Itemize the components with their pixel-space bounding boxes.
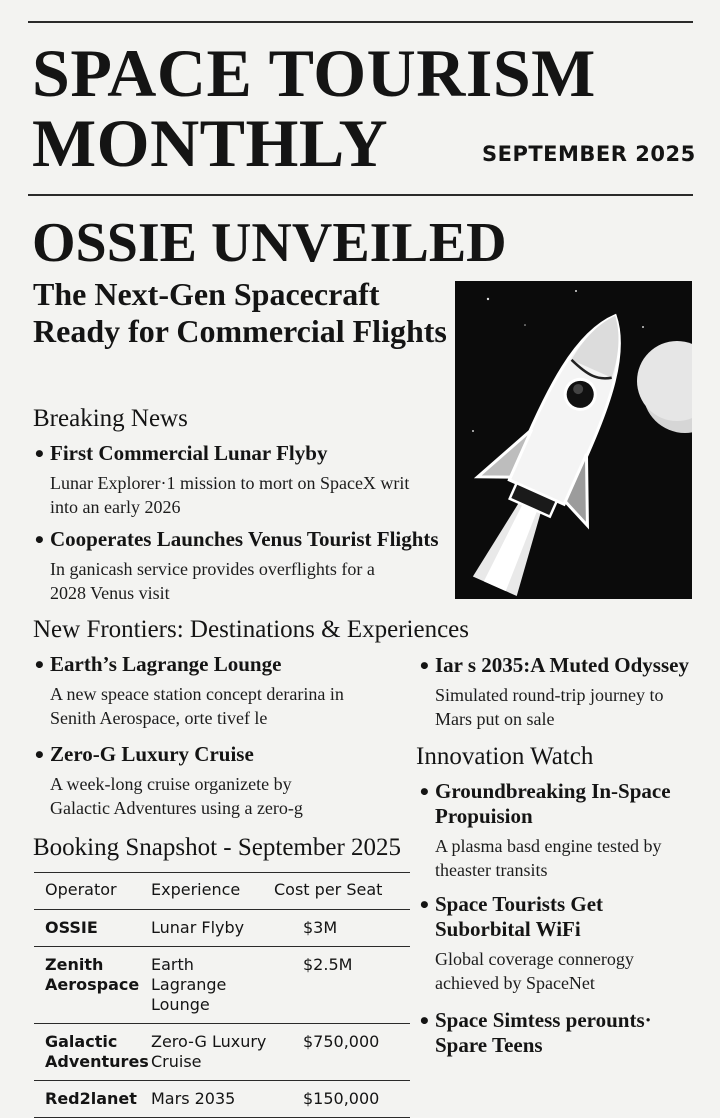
table-row [34,1024,410,1081]
frontiers-item-title: Zero-G Luxury Cruise [50,742,254,766]
cost-cell: $2.5M [271,947,410,1024]
column-header: Experience [151,873,271,910]
experience-cell: Earth Lagrange Lounge [151,947,271,1024]
frontiers-item-text: Simulated round-trip journey to Mars put on sale [435,685,664,729]
frontiers-item-title: Iar s 2035:A Muted Odyssey [435,653,689,677]
innovation-title: Innovation Watch [416,743,594,770]
breaking-news-item-text: Lunar Explorer·1 mission to mort on SpaceX writ into an early 2026 [50,473,410,517]
bullet-icon: • [33,653,46,677]
table-row [34,1081,410,1118]
table-row [34,910,410,947]
innovation-item [418,779,705,882]
innovation-item [418,1008,705,1058]
breaking-news-item [33,527,455,605]
frontiers-item-text: A new speace station concept derarina in Senith Aerospace, orte tivef le [50,684,344,728]
masthead-line-2: MONTHLY [32,105,389,181]
bullet-icon: • [33,528,46,552]
lead-subheadline: The Next-Gen Spacecraft Ready for Commercial Flights [33,276,447,349]
bullet-icon: • [33,743,46,767]
operator-cell: OSSIE [34,910,151,947]
cost-cell: $150,000 [271,1081,410,1118]
top-rule [28,21,693,23]
innovation-item [418,892,695,995]
experience-cell: Lunar Flyby [151,910,271,947]
cost-cell: $3M [271,910,410,947]
frontiers-item [33,742,390,820]
breaking-news-item [33,441,450,519]
bullet-icon: • [33,442,46,466]
bullet-icon: • [418,654,431,678]
rocket-icon [455,281,692,599]
table-row [34,947,410,1024]
innovation-item-text: A plasma basd engine tested by theaster transits [435,836,662,880]
bullet-icon: • [418,893,431,917]
innovation-item-text: Global coverage connerogy achieved by SpaceNet [435,949,634,993]
table-header-row [34,873,410,910]
lead-headline: OSSIE UNVEILED [32,212,507,274]
column-header: Operator [34,873,151,910]
frontiers-item [418,653,715,731]
bullet-icon: • [418,1009,431,1033]
operator-cell: Zenith Aerospace [34,947,151,1024]
breaking-news-item-text: In ganicash service provides overflights for a 2028 Venus visit [50,559,375,603]
column-header: Cost per Seat [271,873,410,910]
bullet-icon: • [418,780,431,804]
frontiers-item-title: Earth’s Lagrange Lounge [50,652,282,676]
innovation-item-title: Space Tourists Get Suborbital WiFi [435,892,604,941]
bookings-table [34,872,410,1118]
masthead-line-1: SPACE TOURISM [32,35,596,111]
hero-image [455,281,692,599]
cost-cell: $750,000 [271,1024,410,1081]
frontiers-item [33,652,390,730]
experience-cell: Zero-G Luxury Cruise [151,1024,271,1081]
operator-cell: Red2lanet [34,1081,151,1118]
experience-cell: Mars 2035 [151,1081,271,1118]
frontiers-title: New Frontiers: Destinations & Experiences [33,616,470,643]
breaking-news-item-title: First Commercial Lunar Flyby [50,441,328,465]
innovation-item-title: Groundbreaking In-Space Propuision [435,779,671,828]
issue-date: SEPTEMBER 2025 [482,142,696,166]
masthead-rule [28,194,693,196]
breaking-news-title: Breaking News [33,405,188,432]
breaking-news-item-title: Cooperates Launches Venus Tourist Flights [50,527,439,551]
operator-cell: Galactic Adventures [34,1024,151,1081]
frontiers-item-text: A week-long cruise organizete by Galactic Adventures using a zero-g [50,774,303,818]
innovation-item-title: Space Simtess perounts· Spare Teens [435,1008,652,1057]
bookings-title: Booking Snapshot - September 2025 [33,834,402,861]
